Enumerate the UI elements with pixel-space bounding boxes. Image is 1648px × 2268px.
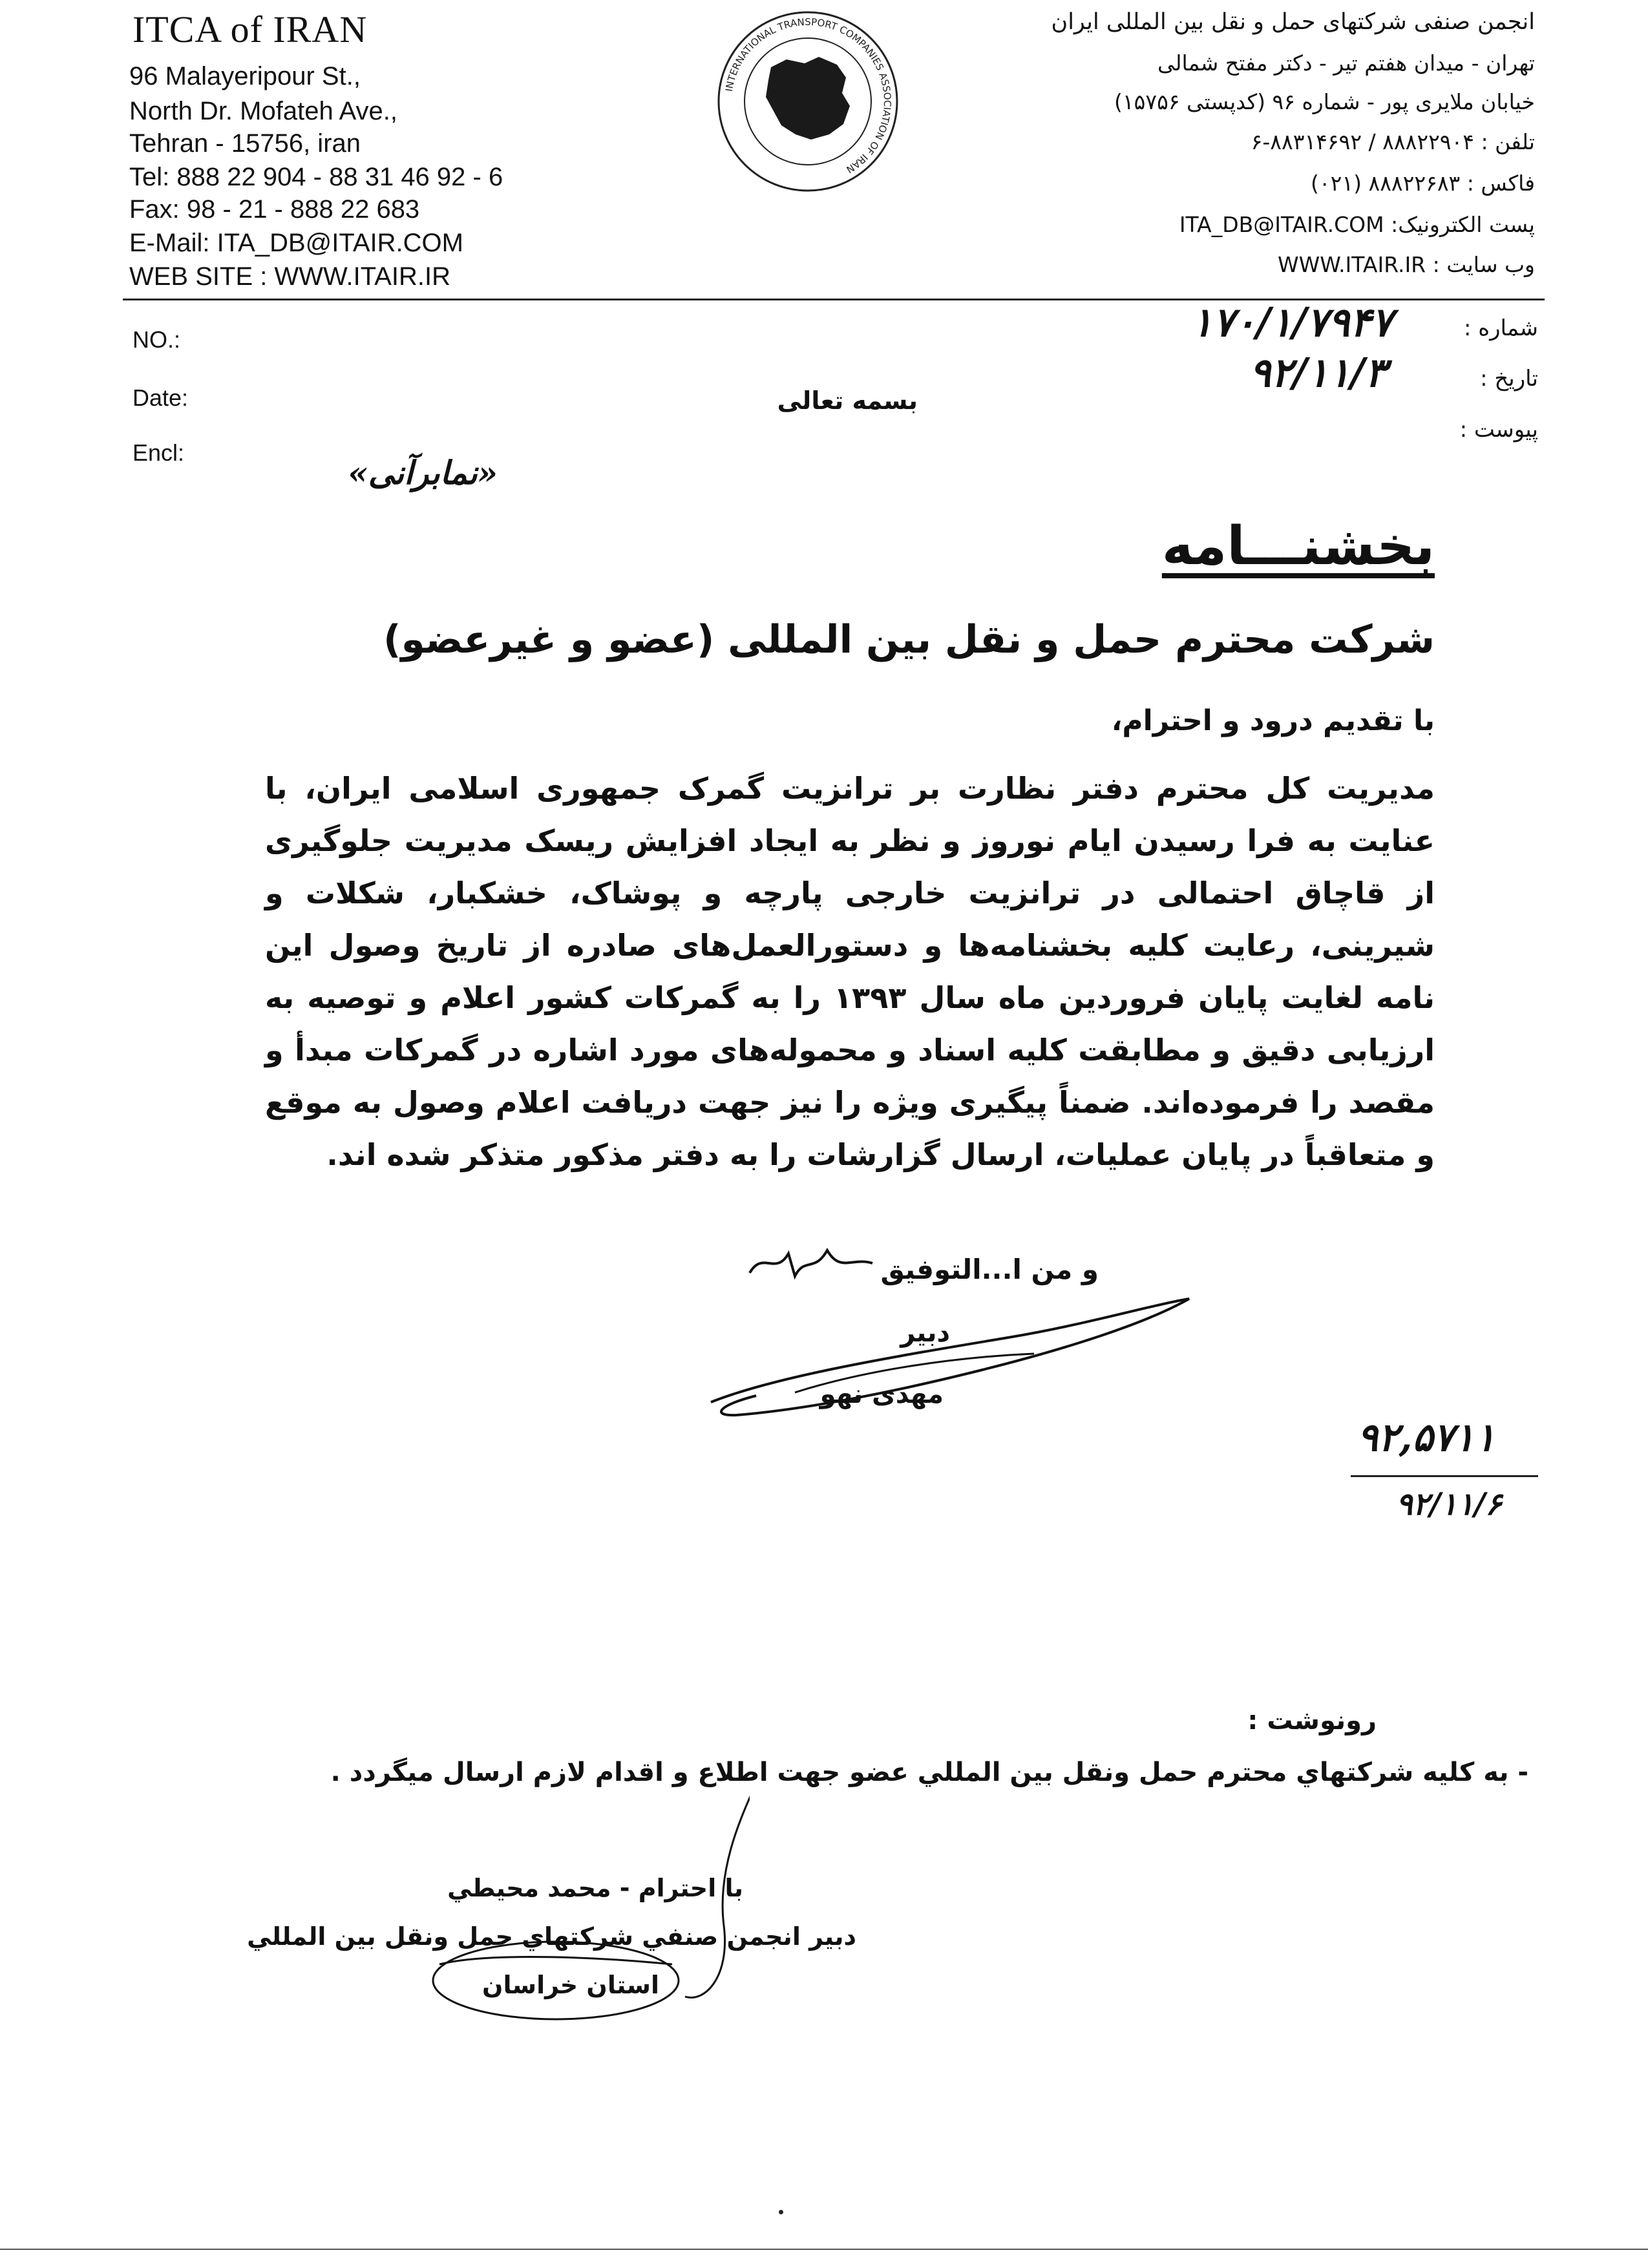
- org-name-fa: انجمن صنفی شرکتهای حمل و نقل بین المللی ایران: [1051, 9, 1535, 35]
- date-label-fa: تاریخ :: [1480, 366, 1538, 392]
- association-logo: [714, 8, 902, 195]
- cc-regards: با احترام - محمد محیطي: [447, 1874, 743, 1902]
- logo-ring-text: INTERNATIONAL TRANSPORT COMPANIES ASSOCIATION OF IRAN: [723, 16, 894, 176]
- address-line-1-fa: تهران - میدان هفتم تیر - دکتر مفتح شمالی: [1157, 50, 1535, 76]
- fax-line-fa: فاکس : ۸۸۸۲۲۶۸۳ (۰۲۱): [1311, 171, 1535, 196]
- cc-province: استان خراسان: [482, 1971, 659, 1999]
- fax-line-en: Fax: 98 - 21 - 888 22 683: [129, 195, 420, 224]
- signer-name: مهدی نهو: [819, 1380, 944, 1409]
- received-number: ۹۲,۵۷۱۱: [1357, 1415, 1496, 1460]
- iran-map-seal-icon: [714, 8, 902, 195]
- cc-text: - به کلیه شرکتهاي محترم حمل ونقل بین المللي عضو جهت اطلاع و اقدام لازم ارسال میگردد .: [330, 1758, 1528, 1787]
- org-name-en: ITCA of IRAN: [132, 8, 368, 50]
- letter-date-handwritten: ۹۲/۱۱/۳: [1249, 349, 1386, 396]
- encl-label-fa: پیوست :: [1459, 417, 1538, 443]
- fax-note: «نمابرآنی»: [348, 454, 498, 492]
- date-label: Date:: [132, 384, 189, 411]
- letter-recipient: شرکت محترم حمل و نقل بین المللی (عضو و غیرعضو): [383, 617, 1435, 662]
- signature-mark: [698, 1279, 1202, 1434]
- letter-closing: و من ا...التوفیق: [880, 1254, 1099, 1285]
- city-line-en: Tehran - 15756, iran: [129, 129, 361, 158]
- letter-title: بخشنـــامه: [1161, 516, 1435, 577]
- received-date: ۹۲/۱۱/۶: [1396, 1486, 1502, 1522]
- website-line-fa: وب سایت : WWW.ITAIR.IR: [1277, 252, 1535, 277]
- letter-number-handwritten: ۱۷۰/۱/۷۹۴۷: [1191, 299, 1393, 346]
- cc-signature-mark: [414, 1770, 750, 2029]
- number-label-fa: شماره :: [1464, 315, 1538, 341]
- tel-line-en: Tel: 888 22 904 - 88 31 46 92 - 6: [129, 163, 503, 191]
- signer-title: دبیر: [900, 1318, 950, 1348]
- email-line-en: E-Mail: ITA_DB@ITAIR.COM: [129, 229, 463, 257]
- footer-divider: [0, 2249, 1648, 2250]
- no-label: NO.:: [132, 326, 181, 353]
- address-line-2-fa: خیابان ملایری پور - شماره ۹۶ (کدپستی ۱۵۷۵۶): [1114, 89, 1535, 114]
- received-divider: [1351, 1475, 1538, 1477]
- letter-greeting: با تقدیم درود و احترام،: [1111, 704, 1435, 737]
- email-line-fa: پست الکترونیک: ITA_DB@ITAIR.COM: [1179, 212, 1535, 237]
- page-dot: [779, 2210, 783, 2214]
- address-line-1-en: 96 Malayeripour St.,: [129, 62, 361, 90]
- website-line-en: WEB SITE : WWW.ITAIR.IR: [129, 262, 451, 291]
- cc-label: رونوشت :: [1247, 1706, 1377, 1736]
- invocation: بسمه تعالی: [777, 386, 918, 415]
- cc-signer-title: دبیر انجمن صنفي شرکتهاي حمل ونقل بین المللي: [247, 1922, 856, 1951]
- initials-scribble: [743, 1237, 879, 1289]
- letter-body: مدیریت کل محترم دفتر نظارت بر ترانزیت گمرک جمهوری اسلامی ایران، با عنایت به فرا رسیدن ایام نوروز و نظر به ایجاد افزایش ریسک مدیریت جلوگیری از قاچاق احتمالی در ترانزیت خارجی پارچه و پوشاک، خشکبار، شکلات و شیرینی، رعایت کلیه بخشنامه‌ها و دستورالعمل‌های صادره از تاریخ وصول این نامه لغایت پایان فروردین ماه سال ۱۳۹۳ را به گمرکات کشور اعلام و توصیه به ارزیابی دقیق و مطابقت کلیه اسناد و محموله‌های مورد اشاره در گمرکات مبدأ و مقصد را فرموده‌اند. ضمناً پیگیری ویژه را نیز جهت دریافت اعلام وصول به موقع و متعاقباً در پایان عملیات، ارسال گزارشات را به دفتر مذکور متذکر شده اند.: [265, 771, 1435, 1172]
- encl-label: Encl:: [132, 439, 185, 466]
- tel-line-fa: تلفن : ۸۸۸۲۲۹۰۴ / ۸۸۳۱۴۶۹۲-۶: [1251, 129, 1535, 154]
- address-line-2-en: North Dr. Mofateh Ave.,: [129, 97, 398, 125]
